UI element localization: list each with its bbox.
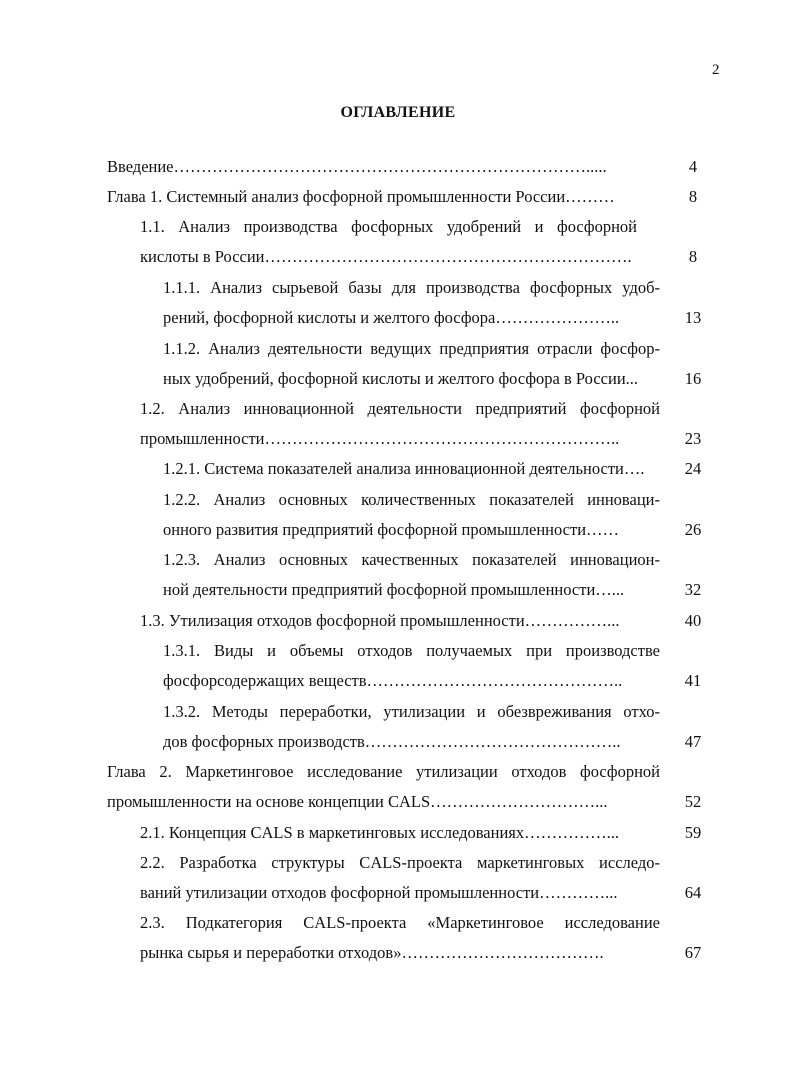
toc-entry-5-line-1: 1.1.2. Анализ деятельности ведущих предприятия отрасли фосфор- (163, 339, 660, 358)
toc-entry-13-page: 52 (684, 792, 702, 811)
toc-entry-9-line-2: ной деятельности предприятий фосфорной промышленности…... (163, 580, 625, 599)
toc-title: ОГЛАВЛЕНИЕ (340, 104, 456, 121)
toc-entry-2-page: 8 (688, 187, 698, 206)
toc-entry-6-page: 23 (684, 429, 702, 448)
toc-entry-16-line-1: 2.3. Подкатегория CALS-проекта «Маркетинговое исследование (140, 913, 660, 932)
toc-entry-14-page: 59 (684, 823, 702, 842)
toc-entry-4-line-2: рений, фосфорной кислоты и желтого фосфора………………….. (163, 308, 620, 327)
toc-entry-9-line-1: 1.2.3. Анализ основных качественных показателей инновацион- (163, 550, 660, 569)
toc-entry-8-line-2: онного развития предприятий фосфорной промышленности…… (163, 520, 620, 539)
toc-entry-3-page: 8 (688, 247, 698, 266)
toc-entry-10-page: 40 (684, 611, 702, 630)
toc-entry-15-page: 64 (684, 883, 702, 902)
toc-entry-10-line-1: 1.3. Утилизация отходов фосфорной промышленности……………... (140, 611, 620, 630)
toc-entry-3-line-2: кислоты в России…………………………………………………………. (140, 247, 632, 266)
toc-entry-15-line-2: ваний утилизации отходов фосфорной промышленности…………... (140, 883, 618, 902)
toc-entry-6-line-1: 1.2. Анализ инновационной деятельности предприятий фосфорной (140, 399, 660, 418)
toc-entry-7-line-1: 1.2.1. Система показателей анализа инновационной деятельности…. (163, 459, 645, 478)
toc-entry-12-line-2: дов фосфорных производств……………………………………….. (163, 732, 621, 751)
toc-entry-11-page: 41 (684, 671, 702, 690)
toc-entry-1-line-1: Введение…………………………………………………………………..... (107, 157, 607, 176)
toc-entry-3-line-1: 1.1. Анализ производства фосфорных удобрений и фосфорной (140, 217, 637, 236)
toc-entry-4-line-1: 1.1.1. Анализ сырьевой базы для производства фосфорных удоб- (163, 278, 660, 297)
toc-entry-2-line-1: Глава 1. Системный анализ фосфорной промышленности России……… (107, 187, 615, 206)
toc-entry-16-page: 67 (684, 943, 702, 962)
toc-entry-11-line-2: фосфорсодержащих веществ……………………………………….. (163, 671, 623, 690)
toc-entry-6-line-2: промышленности……………………………………………………….. (140, 429, 620, 448)
toc-entry-1-page: 4 (688, 157, 698, 176)
toc-entry-8-line-1: 1.2.2. Анализ основных количественных показателей инноваци- (163, 490, 660, 509)
toc-entry-16-line-2: рынка сырья и переработки отходов»………………………………. (140, 943, 604, 962)
toc-entry-13-line-1: Глава 2. Маркетинговое исследование утилизации отходов фосфорной (107, 762, 660, 781)
toc-entry-9-page: 32 (684, 580, 702, 599)
toc-entry-8-page: 26 (684, 520, 702, 539)
toc-entry-7-page: 24 (684, 459, 702, 478)
toc-entry-14-line-1: 2.1. Концепция CALS в маркетинговых исследованиях……………... (140, 823, 620, 842)
toc-entry-15-line-1: 2.2. Разработка структуры CALS-проекта маркетинговых исследо- (140, 853, 660, 872)
page-number: 2 (712, 62, 720, 78)
toc-entry-12-page: 47 (684, 732, 702, 751)
toc-entry-4-page: 13 (684, 308, 702, 327)
toc-entry-12-line-1: 1.3.2. Методы переработки, утилизации и обезвреживания отхо- (163, 702, 660, 721)
toc-entry-11-line-1: 1.3.1. Виды и объемы отходов получаемых при производстве (163, 641, 660, 660)
toc-entry-5-page: 16 (684, 369, 702, 388)
toc-entry-5-line-2: ных удобрений, фосфорной кислоты и желтого фосфора в России... (163, 369, 639, 388)
toc-entry-13-line-2: промышленности на основе концепции CALS…………………………... (107, 792, 608, 811)
